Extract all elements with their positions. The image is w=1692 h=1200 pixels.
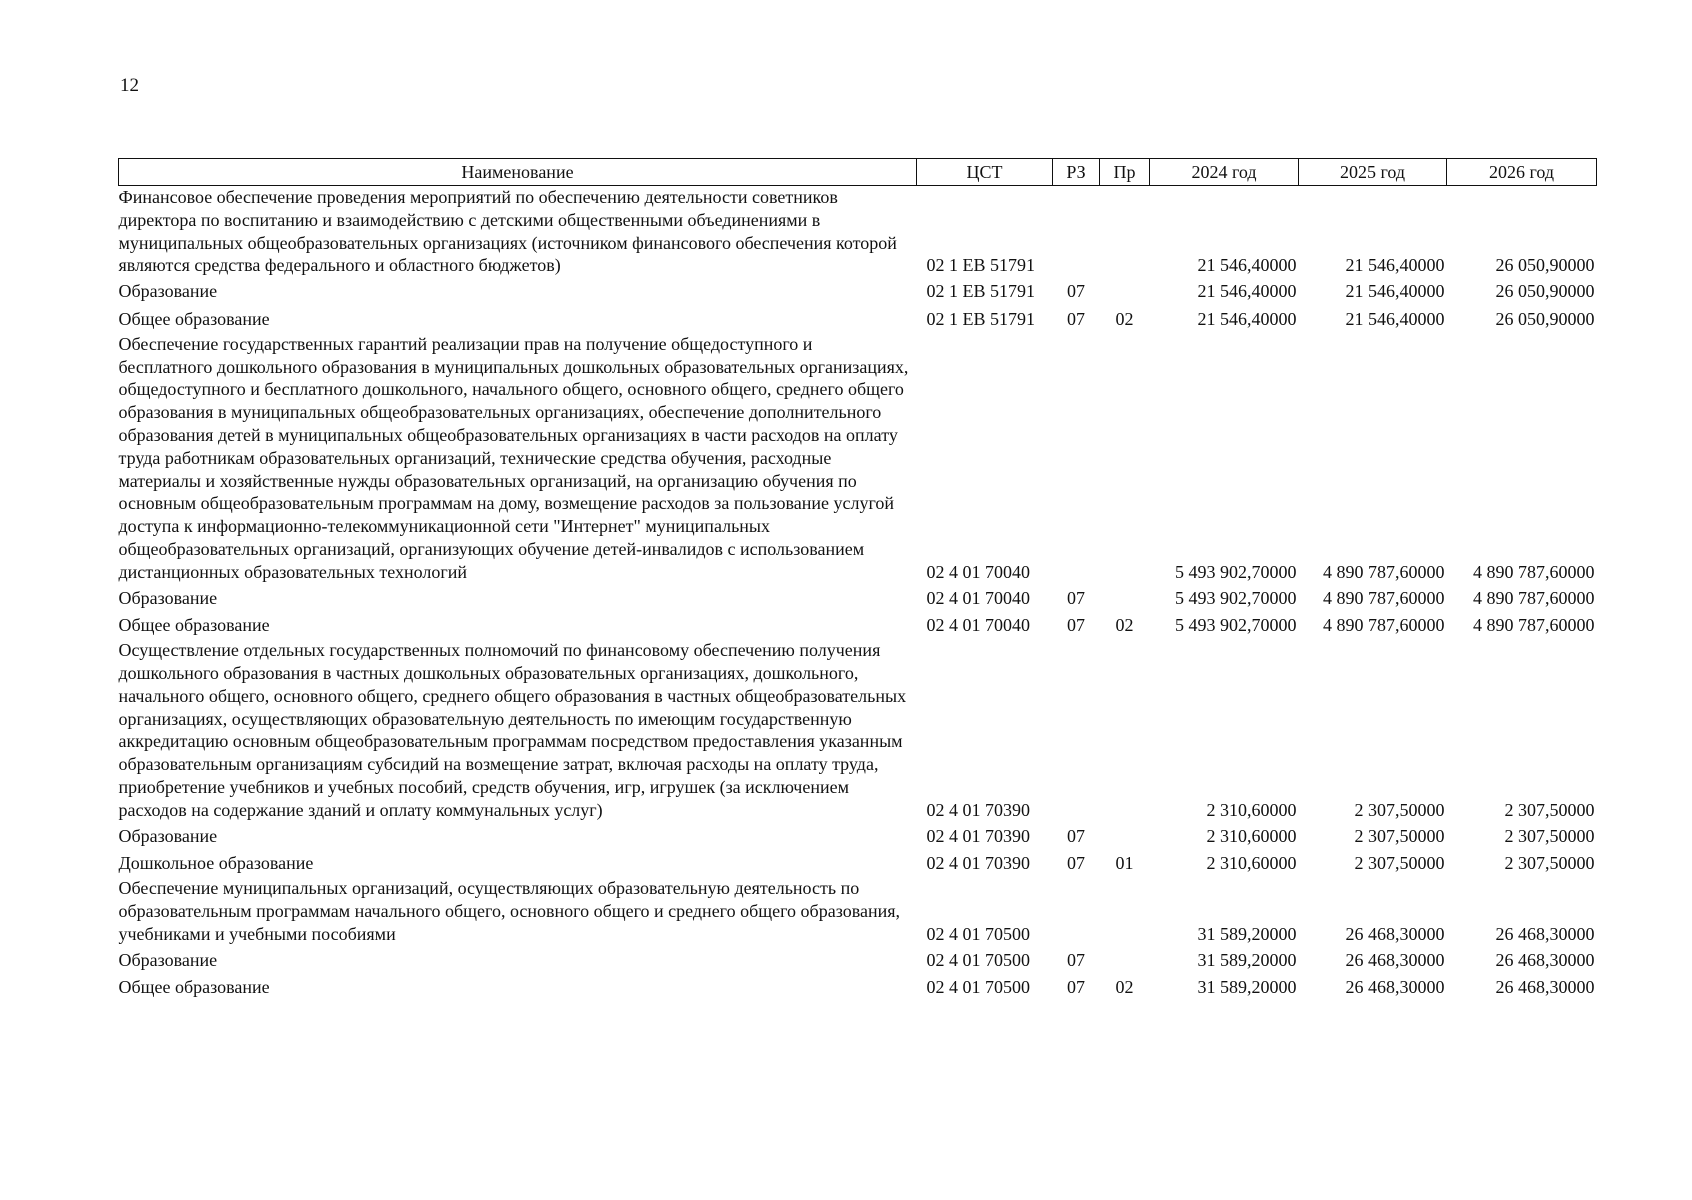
row-name: Осуществление отдельных государственных полномочий по финансовому обеспечению получения дошкольного образования в частных дошкольных образовательных организациях, дошкольного, начального общего, основного общего, среднего общего образования в частных общеобразовательных организациях, осуществляющих образовательную деятельность по имеющим государственную аккредитацию основным общеобразовательным программам посредством предоставления указанным образовательным организациям субсидий на возмещение затрат, включая расходы на оплату труда, приобретение учебников и учебных пособий, средств обучения, игр, игрушек (за исключением расходов на содержание зданий и оплату коммунальных услуг) — [118, 640, 907, 820]
row-rz — [1053, 186, 1100, 278]
table-row — [119, 946, 1597, 974]
table-row — [119, 333, 1597, 584]
row-rz: 07 — [1067, 281, 1085, 302]
row-pr: 02 — [1115, 308, 1134, 329]
row-2024: 21 546,40000 — [1197, 308, 1297, 329]
row-rz — [1053, 333, 1100, 584]
row-rz — [1053, 639, 1100, 821]
row-2026: 26 050,90000 — [1495, 255, 1595, 276]
row-name: Финансовое обеспечение проведения мероприятий по обеспечению деятельности советников директора по воспитанию и взаимодействию с детскими общественными объединениями в муниципальных общеобразовательных организациях (источником финансового обеспечения которой являются средства федерального и областного бюджетов) — [118, 187, 897, 276]
row-2025: 2 307,50000 — [1354, 799, 1445, 820]
row-cst: 02 4 01 70040 — [926, 561, 1030, 582]
row-pr — [1100, 277, 1150, 305]
row-2025: 26 468,30000 — [1345, 923, 1445, 944]
row-rz: 07 — [1067, 615, 1085, 636]
table-row — [119, 584, 1597, 612]
row-cst: 02 4 01 70500 — [926, 923, 1030, 944]
table-row — [119, 305, 1597, 333]
row-cst: 02 1 EB 51791 — [926, 281, 1036, 302]
page-number: 12 — [120, 75, 139, 96]
header-2026: 2026 год — [1447, 159, 1597, 186]
row-pr — [1100, 639, 1150, 821]
table-row — [119, 822, 1597, 850]
row-pr — [1100, 584, 1150, 612]
row-2026: 4 890 787,60000 — [1473, 587, 1595, 608]
row-2026: 26 050,90000 — [1495, 281, 1595, 302]
table-row — [119, 973, 1597, 1001]
table-header-row — [119, 159, 1597, 186]
table-row — [119, 877, 1597, 945]
row-2025: 2 307,50000 — [1354, 825, 1445, 846]
row-2024: 5 493 902,70000 — [1175, 615, 1297, 636]
header-2025: 2025 год — [1299, 159, 1447, 186]
row-rz: 07 — [1067, 949, 1085, 970]
row-2025: 4 890 787,60000 — [1323, 561, 1445, 582]
row-name: Образование — [118, 587, 218, 608]
row-2026: 2 307,50000 — [1504, 799, 1595, 820]
row-2024: 2 310,60000 — [1206, 825, 1297, 846]
row-name: Общее образование — [118, 977, 270, 998]
row-cst: 02 1 EB 51791 — [926, 255, 1036, 276]
row-2024: 5 493 902,70000 — [1175, 561, 1297, 582]
row-cst: 02 4 01 70390 — [926, 853, 1030, 874]
row-2024: 2 310,60000 — [1206, 799, 1297, 820]
row-2025: 21 546,40000 — [1345, 308, 1445, 329]
row-2026: 26 468,30000 — [1495, 949, 1595, 970]
row-2026: 2 307,50000 — [1504, 825, 1595, 846]
table-row — [119, 849, 1597, 877]
header-name: Наименование — [119, 159, 917, 186]
row-pr — [1100, 946, 1150, 974]
row-name: Обеспечение муниципальных организаций, осуществляющих образовательную деятельность по образовательным программам начального общего, основного общего и среднего общего образования, учебниками и учебными пособиями — [118, 878, 901, 944]
row-2025: 26 468,30000 — [1345, 949, 1445, 970]
row-pr: 02 — [1115, 977, 1134, 998]
row-rz: 07 — [1067, 825, 1085, 846]
header-2024: 2024 год — [1150, 159, 1299, 186]
row-2025: 4 890 787,60000 — [1323, 615, 1445, 636]
row-2026: 26 050,90000 — [1495, 308, 1595, 329]
row-2026: 26 468,30000 — [1495, 923, 1595, 944]
row-2024: 21 546,40000 — [1197, 255, 1297, 276]
header-rz: РЗ — [1053, 159, 1100, 186]
row-rz — [1053, 877, 1100, 945]
row-rz: 07 — [1067, 587, 1085, 608]
row-pr: 02 — [1115, 615, 1134, 636]
table-row — [119, 277, 1597, 305]
row-name: Образование — [118, 825, 218, 846]
row-rz: 07 — [1067, 977, 1085, 998]
row-2025: 4 890 787,60000 — [1323, 587, 1445, 608]
row-name: Дошкольное образование — [118, 853, 314, 874]
row-cst: 02 1 EB 51791 — [926, 308, 1036, 329]
table-row — [119, 611, 1597, 639]
row-2025: 21 546,40000 — [1345, 281, 1445, 302]
row-name: Общее образование — [118, 615, 270, 636]
row-pr: 01 — [1115, 853, 1134, 874]
row-2025: 26 468,30000 — [1345, 977, 1445, 998]
row-pr — [1100, 333, 1150, 584]
row-2026: 2 307,50000 — [1504, 853, 1595, 874]
row-2026: 4 890 787,60000 — [1473, 615, 1595, 636]
row-2025: 2 307,50000 — [1354, 853, 1445, 874]
row-cst: 02 4 01 70390 — [926, 825, 1030, 846]
row-2026: 26 468,30000 — [1495, 977, 1595, 998]
row-cst: 02 4 01 70390 — [926, 799, 1030, 820]
row-2024: 31 589,20000 — [1197, 923, 1297, 944]
row-cst: 02 4 01 70500 — [926, 977, 1030, 998]
budget-table — [118, 158, 1597, 1001]
row-2024: 5 493 902,70000 — [1175, 587, 1297, 608]
row-2024: 2 310,60000 — [1206, 853, 1297, 874]
row-2024: 21 546,40000 — [1197, 281, 1297, 302]
row-pr — [1100, 186, 1150, 278]
row-2025: 21 546,40000 — [1345, 255, 1445, 276]
row-2024: 31 589,20000 — [1197, 949, 1297, 970]
row-2024: 31 589,20000 — [1197, 977, 1297, 998]
row-name: Образование — [118, 949, 218, 970]
row-rz: 07 — [1067, 853, 1085, 874]
row-cst: 02 4 01 70040 — [926, 587, 1030, 608]
row-cst: 02 4 01 70500 — [926, 949, 1030, 970]
row-cst: 02 4 01 70040 — [926, 615, 1030, 636]
row-name: Общее образование — [118, 308, 270, 329]
table-row — [119, 639, 1597, 821]
row-name: Образование — [118, 281, 218, 302]
header-pr: Пр — [1100, 159, 1150, 186]
row-2026: 4 890 787,60000 — [1473, 561, 1595, 582]
table-row — [119, 186, 1597, 278]
row-rz: 07 — [1067, 308, 1085, 329]
row-name: Обеспечение государственных гарантий реализации прав на получение общедоступного и бесплатного дошкольного образования в муниципальных дошкольных образовательных организациях, общедоступного и бесплатного дошкольного, начального общего, основного общего, среднего общего образования в муниципальных общеобразовательных организациях, обеспечение дополнительного образования детей в муниципальных общеобразовательных организациях в части расходов на оплату труда работникам образовательных организаций, технические средства обучения, расходные материалы и хозяйственные нужды образовательных организаций, на организацию обучения по основным общеобразовательным программам на дому, возмещение расходов за пользование услугой доступа к информационно-телекоммуникационной сети "Интернет" муниципальных общеобразовательных организаций, организующих обучение детей-инвалидов с использованием дистанционных образовательных технологий — [118, 333, 909, 582]
row-pr — [1100, 877, 1150, 945]
header-cst: ЦСТ — [917, 159, 1053, 186]
row-pr — [1100, 822, 1150, 850]
